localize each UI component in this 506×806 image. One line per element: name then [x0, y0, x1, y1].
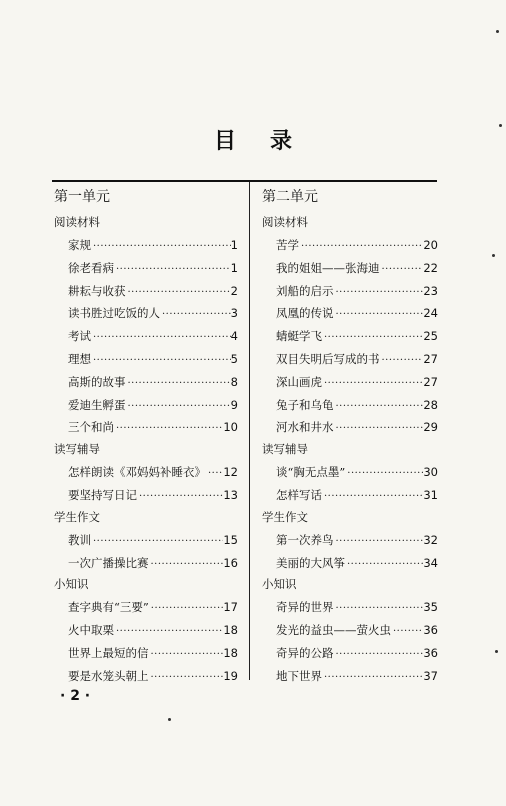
leader-dots	[322, 373, 423, 396]
entry-title: 发光的益虫——萤火虫	[276, 623, 391, 638]
leader-dots	[334, 282, 424, 305]
leader-dots	[334, 304, 424, 327]
entry-page: 12	[223, 465, 238, 480]
leader-dots	[114, 259, 231, 282]
entry-page: 8	[230, 374, 238, 389]
entry-title: 耕耘与收获	[68, 283, 126, 298]
entry-title: 刘船的启示	[276, 283, 334, 298]
column-divider	[249, 182, 250, 680]
entry-page: 1	[230, 260, 238, 275]
scan-speck	[495, 650, 498, 653]
entry-page: 10	[223, 420, 238, 435]
entry-title: 河水和井水	[276, 420, 334, 435]
header-rule	[52, 180, 437, 182]
entry-title: 奇异的公路	[276, 645, 334, 660]
leader-dots	[345, 554, 423, 577]
section-list	[54, 212, 238, 688]
entry-title: 火中取栗	[68, 623, 114, 638]
entry-page: 27	[423, 351, 438, 366]
toc-entry	[262, 619, 438, 642]
toc-entry	[54, 416, 238, 439]
entry-title: 查字典有“三要”	[68, 600, 149, 615]
entry-title: 美丽的大风筝	[276, 555, 345, 570]
entry-title: 苦学	[276, 238, 299, 252]
leader-dots	[322, 667, 423, 690]
title-char-2: 录	[270, 129, 293, 154]
leader-dots	[380, 350, 424, 373]
entry-page: 22	[423, 260, 438, 275]
entry-page: 15	[223, 532, 238, 547]
section-heading: 阅读材料	[262, 215, 308, 229]
entry-title: 要坚持写日记	[68, 487, 137, 502]
entry-page: 34	[423, 555, 438, 570]
section-heading: 读写辅导	[54, 442, 100, 457]
entry-title: 一次广播操比赛	[68, 555, 149, 570]
toc-entry	[54, 619, 238, 642]
entry-title: 我的姐姐——张海迪	[276, 260, 380, 275]
entry-page: 19	[223, 668, 238, 683]
toc-entry	[262, 280, 438, 303]
leader-dots	[149, 554, 224, 577]
leader-dots	[91, 350, 231, 373]
toc-entry	[54, 280, 238, 303]
entry-title: 教训	[68, 532, 91, 547]
right-column	[262, 186, 438, 688]
unit-heading: 第一单元	[54, 189, 110, 205]
entry-title: 蜻蜓学飞	[276, 329, 322, 344]
entry-page: 13	[223, 487, 238, 502]
toc-entry	[262, 552, 438, 575]
entry-page: 30	[423, 465, 438, 480]
entry-page: 37	[423, 668, 438, 683]
entry-title: 徐老看病	[68, 260, 114, 275]
entry-page: 17	[223, 600, 238, 615]
entry-page: 4	[230, 329, 238, 344]
toc-entry	[54, 371, 238, 394]
leader-dots	[322, 486, 423, 509]
entry-page: 18	[223, 645, 238, 660]
entry-page: 2	[230, 283, 238, 298]
entry-page: 9	[230, 397, 238, 412]
leader-dots	[91, 327, 231, 350]
entry-page: 28	[423, 397, 438, 412]
leader-dots	[391, 621, 423, 644]
leader-dots	[160, 304, 231, 327]
toc-entry	[54, 325, 238, 348]
toc-entry	[54, 394, 238, 417]
entry-page: 35	[423, 600, 438, 615]
toc-entry	[54, 461, 238, 484]
page-number: · 2 ·	[60, 688, 91, 704]
entry-title: 爱迪生孵蛋	[68, 397, 126, 412]
entry-title: 三个和尚	[68, 420, 114, 435]
leader-dots	[345, 463, 423, 486]
leader-dots	[149, 598, 224, 621]
toc-entry	[262, 325, 438, 348]
entry-title: 深山画虎	[276, 374, 322, 389]
entry-title: 谈“胸无点墨”	[276, 465, 346, 480]
entry-page: 1	[230, 238, 238, 252]
leader-dots	[114, 621, 223, 644]
section-heading: 读写辅导	[262, 442, 308, 457]
entry-title: 第一次养鸟	[276, 532, 334, 547]
leader-dots	[126, 373, 231, 396]
toc-entry	[54, 642, 238, 665]
leader-dots	[91, 531, 223, 554]
leader-dots	[126, 282, 231, 305]
entry-page: 36	[423, 623, 438, 638]
unit-heading: 第二单元	[262, 189, 318, 205]
section-heading: 学生作文	[262, 509, 308, 524]
scan-speck	[168, 718, 171, 721]
section-heading: 阅读材料	[54, 215, 100, 229]
entry-page: 23	[423, 283, 438, 298]
toc-entry	[262, 348, 438, 371]
entry-page: 27	[423, 374, 438, 389]
section-list	[262, 212, 438, 688]
section-heading: 小知识	[262, 577, 297, 592]
entry-page: 36	[423, 645, 438, 660]
leader-dots	[206, 463, 223, 486]
toc-entry	[262, 484, 438, 507]
toc-entry	[262, 257, 438, 280]
toc-entry	[262, 371, 438, 394]
toc-entry	[54, 302, 238, 325]
toc-entry	[262, 596, 438, 619]
toc-entry	[54, 234, 238, 257]
left-column	[54, 186, 238, 688]
entry-page: 29	[423, 420, 438, 435]
entry-title: 地下世界	[276, 668, 322, 683]
scan-speck	[499, 124, 502, 127]
leader-dots	[334, 418, 424, 441]
entry-title: 理想	[68, 351, 91, 366]
entry-title: 兔子和乌龟	[276, 397, 334, 412]
entry-page: 24	[423, 306, 438, 321]
toc-entry	[54, 596, 238, 619]
toc-entry	[262, 234, 438, 257]
leader-dots	[149, 644, 224, 667]
section-heading: 小知识	[54, 577, 89, 592]
entry-page: 20	[423, 238, 438, 252]
entry-title: 奇异的世界	[276, 600, 334, 615]
entry-page: 31	[423, 487, 438, 502]
title-char-1: 目	[213, 129, 236, 154]
toc-entry	[262, 529, 438, 552]
toc-entry	[54, 552, 238, 575]
entry-title: 世界上最短的信	[68, 645, 149, 660]
leader-dots	[322, 327, 423, 350]
leader-dots	[334, 598, 424, 621]
leader-dots	[334, 396, 424, 419]
toc-entry	[54, 529, 238, 552]
entry-title: 读书胜过吃饭的人	[68, 306, 160, 321]
toc-entry	[262, 394, 438, 417]
leader-dots	[126, 396, 231, 419]
entry-page: 16	[223, 555, 238, 570]
scan-speck	[492, 254, 495, 257]
toc-entry	[262, 642, 438, 665]
entry-title: 高斯的故事	[68, 374, 126, 389]
entry-title: 要是水笼头朝上	[68, 668, 149, 683]
entry-title: 凤凰的传说	[276, 306, 334, 321]
scan-speck	[496, 30, 499, 33]
toc-entry	[54, 257, 238, 280]
toc-entry	[262, 665, 438, 688]
leader-dots	[149, 667, 224, 690]
leader-dots	[114, 418, 223, 441]
leader-dots	[334, 644, 424, 667]
leader-dots	[380, 259, 424, 282]
toc-entry	[262, 302, 438, 325]
toc-entry	[54, 484, 238, 507]
entry-title: 怎样朗读《邓妈妈补睡衣》	[68, 465, 206, 480]
entry-title: 怎样写话	[276, 487, 322, 502]
leader-dots	[299, 236, 423, 259]
leader-dots	[334, 531, 424, 554]
entry-page: 5	[230, 351, 238, 366]
entry-page: 3	[230, 306, 238, 321]
entry-page: 32	[423, 532, 438, 547]
leader-dots	[137, 486, 223, 509]
section-heading: 学生作文	[54, 509, 100, 524]
page-title	[0, 124, 506, 155]
toc-entry	[262, 416, 438, 439]
toc-entry	[54, 348, 238, 371]
entry-page: 18	[223, 623, 238, 638]
entry-page: 25	[423, 329, 438, 344]
leader-dots	[91, 236, 231, 259]
entry-title: 双目失明后写成的书	[276, 351, 380, 366]
toc-entry	[54, 665, 238, 688]
entry-title: 家规	[68, 238, 91, 252]
toc-entry	[262, 461, 438, 484]
entry-title: 考试	[68, 329, 91, 344]
